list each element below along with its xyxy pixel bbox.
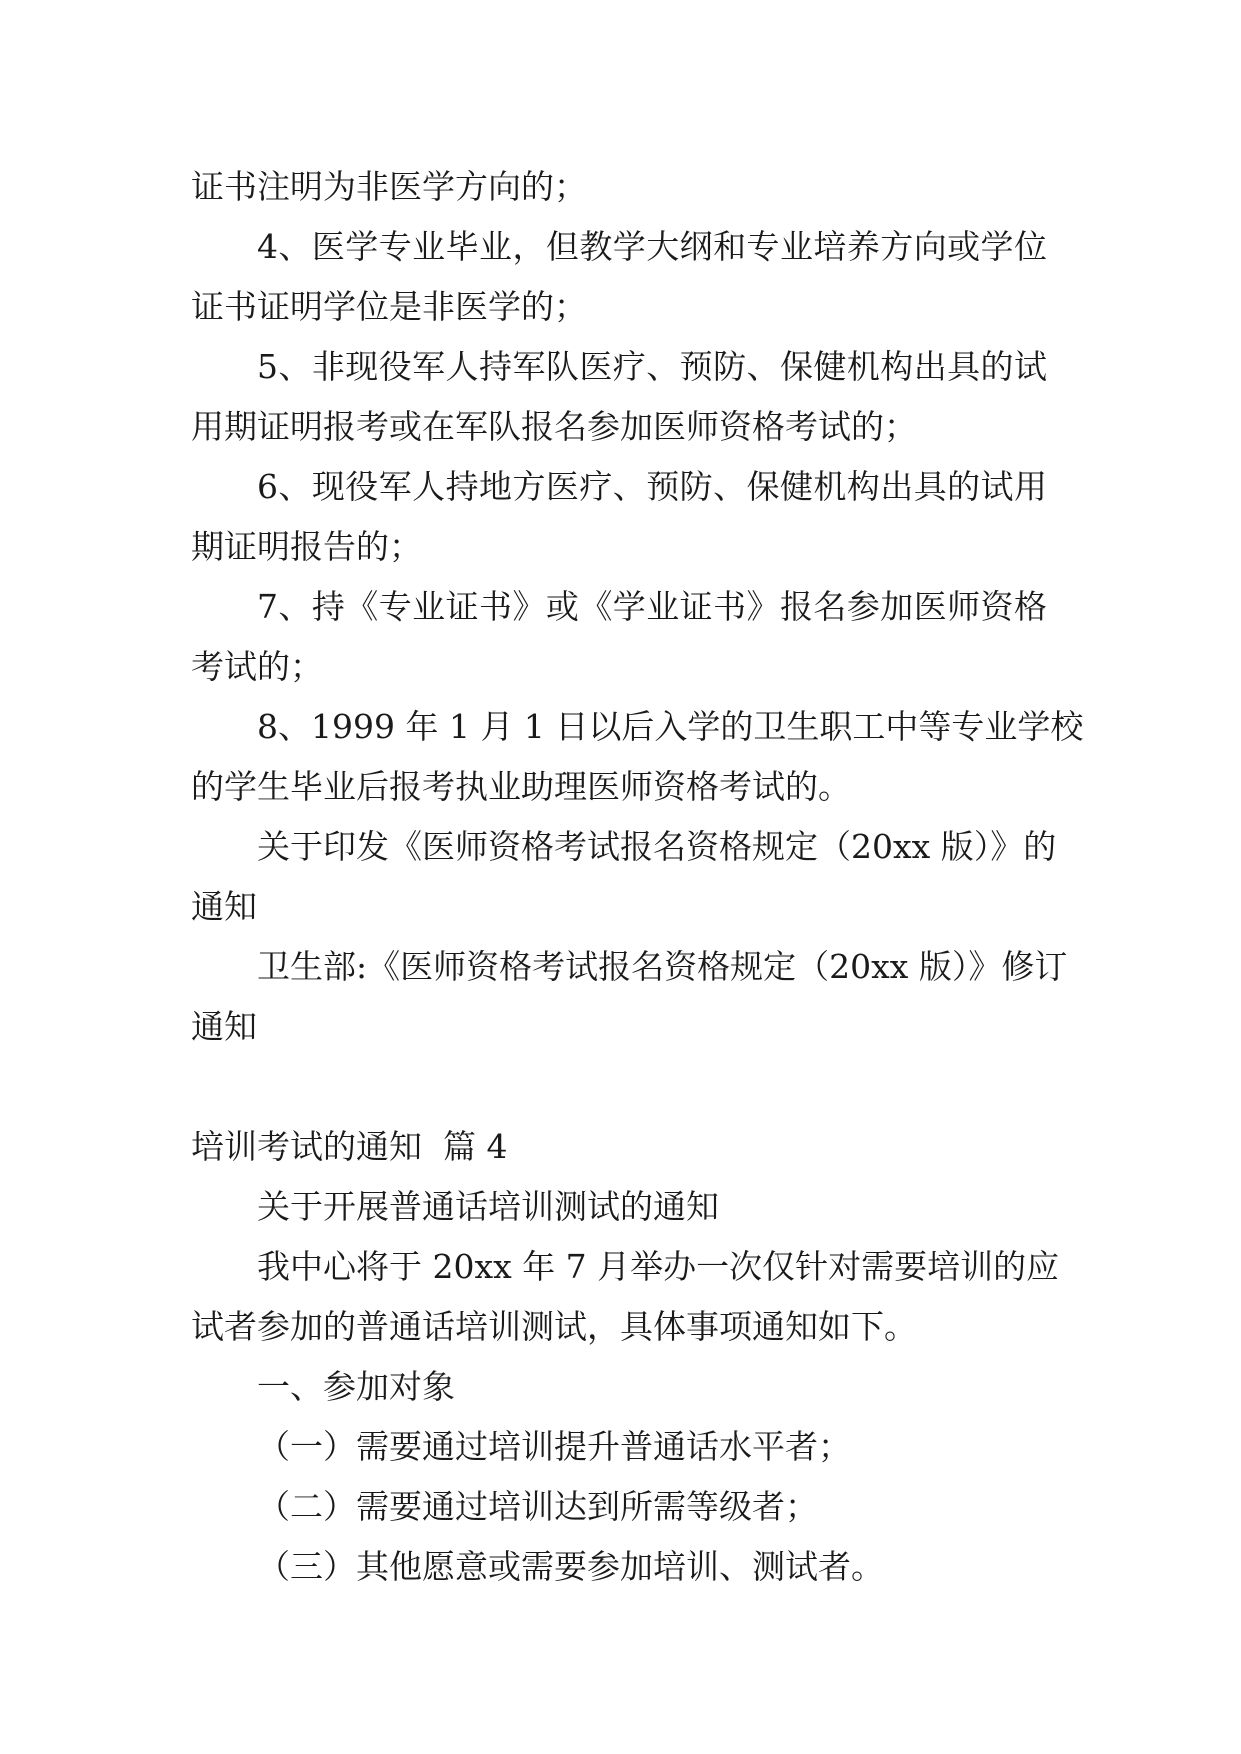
list-item-5-line-2: 用期证明报考或在军队报名参加医师资格考试的； bbox=[191, 407, 917, 446]
notice-title-line-2: 通知 bbox=[191, 887, 257, 926]
target-item-2: （二）需要通过培训达到所需等级者； bbox=[257, 1487, 818, 1526]
intro-paragraph-line-2: 试者参加的普通话培训测试，具体事项通知如下。 bbox=[191, 1307, 917, 1346]
intro-paragraph-line-1: 我中心将于 20xx 年 7 月举办一次仅针对需要培训的应 bbox=[257, 1247, 1060, 1286]
list-item-5-line-1: 5、非现役军人持军队医疗、预防、保健机构出具的试 bbox=[257, 347, 1047, 386]
list-item-8-line-2: 的学生毕业后报考执业助理医师资格考试的。 bbox=[191, 767, 851, 806]
list-item-7-line-1: 7、持《专业证书》或《学业证书》报名参加医师资格 bbox=[257, 587, 1047, 626]
paragraph-line: 证书注明为非医学方向的； bbox=[191, 167, 587, 206]
list-item-6-line-2: 期证明报告的； bbox=[191, 527, 422, 566]
revision-notice-line-1: 卫生部:《医师资格考试报名资格规定（20xx 版）》修订 bbox=[257, 947, 1068, 986]
list-item-7-line-2: 考试的； bbox=[191, 647, 323, 686]
target-item-1: （一）需要通过培训提升普通话水平者； bbox=[257, 1427, 851, 1466]
notice-subtitle: 关于开展普通话培训测试的通知 bbox=[257, 1187, 719, 1226]
revision-notice-line-2: 通知 bbox=[191, 1007, 257, 1046]
target-item-3: （三）其他愿意或需要参加培训、测试者。 bbox=[257, 1547, 884, 1586]
notice-title-line-1: 关于印发《医师资格考试报名资格规定（20xx 版）》的 bbox=[257, 827, 1057, 866]
section-heading: 培训考试的通知 篇 4 bbox=[191, 1127, 508, 1166]
list-item-8-line-1: 8、1999 年 1 月 1 日以后入学的卫生职工中等专业学校 bbox=[257, 707, 1084, 746]
list-item-6-line-1: 6、现役军人持地方医疗、预防、保健机构出具的试用 bbox=[257, 467, 1047, 506]
section-one-heading: 一、参加对象 bbox=[257, 1367, 455, 1406]
list-item-4-line-1: 4、医学专业毕业，但教学大纲和专业培养方向或学位 bbox=[257, 227, 1047, 266]
list-item-4-line-2: 证书证明学位是非医学的； bbox=[191, 287, 587, 326]
